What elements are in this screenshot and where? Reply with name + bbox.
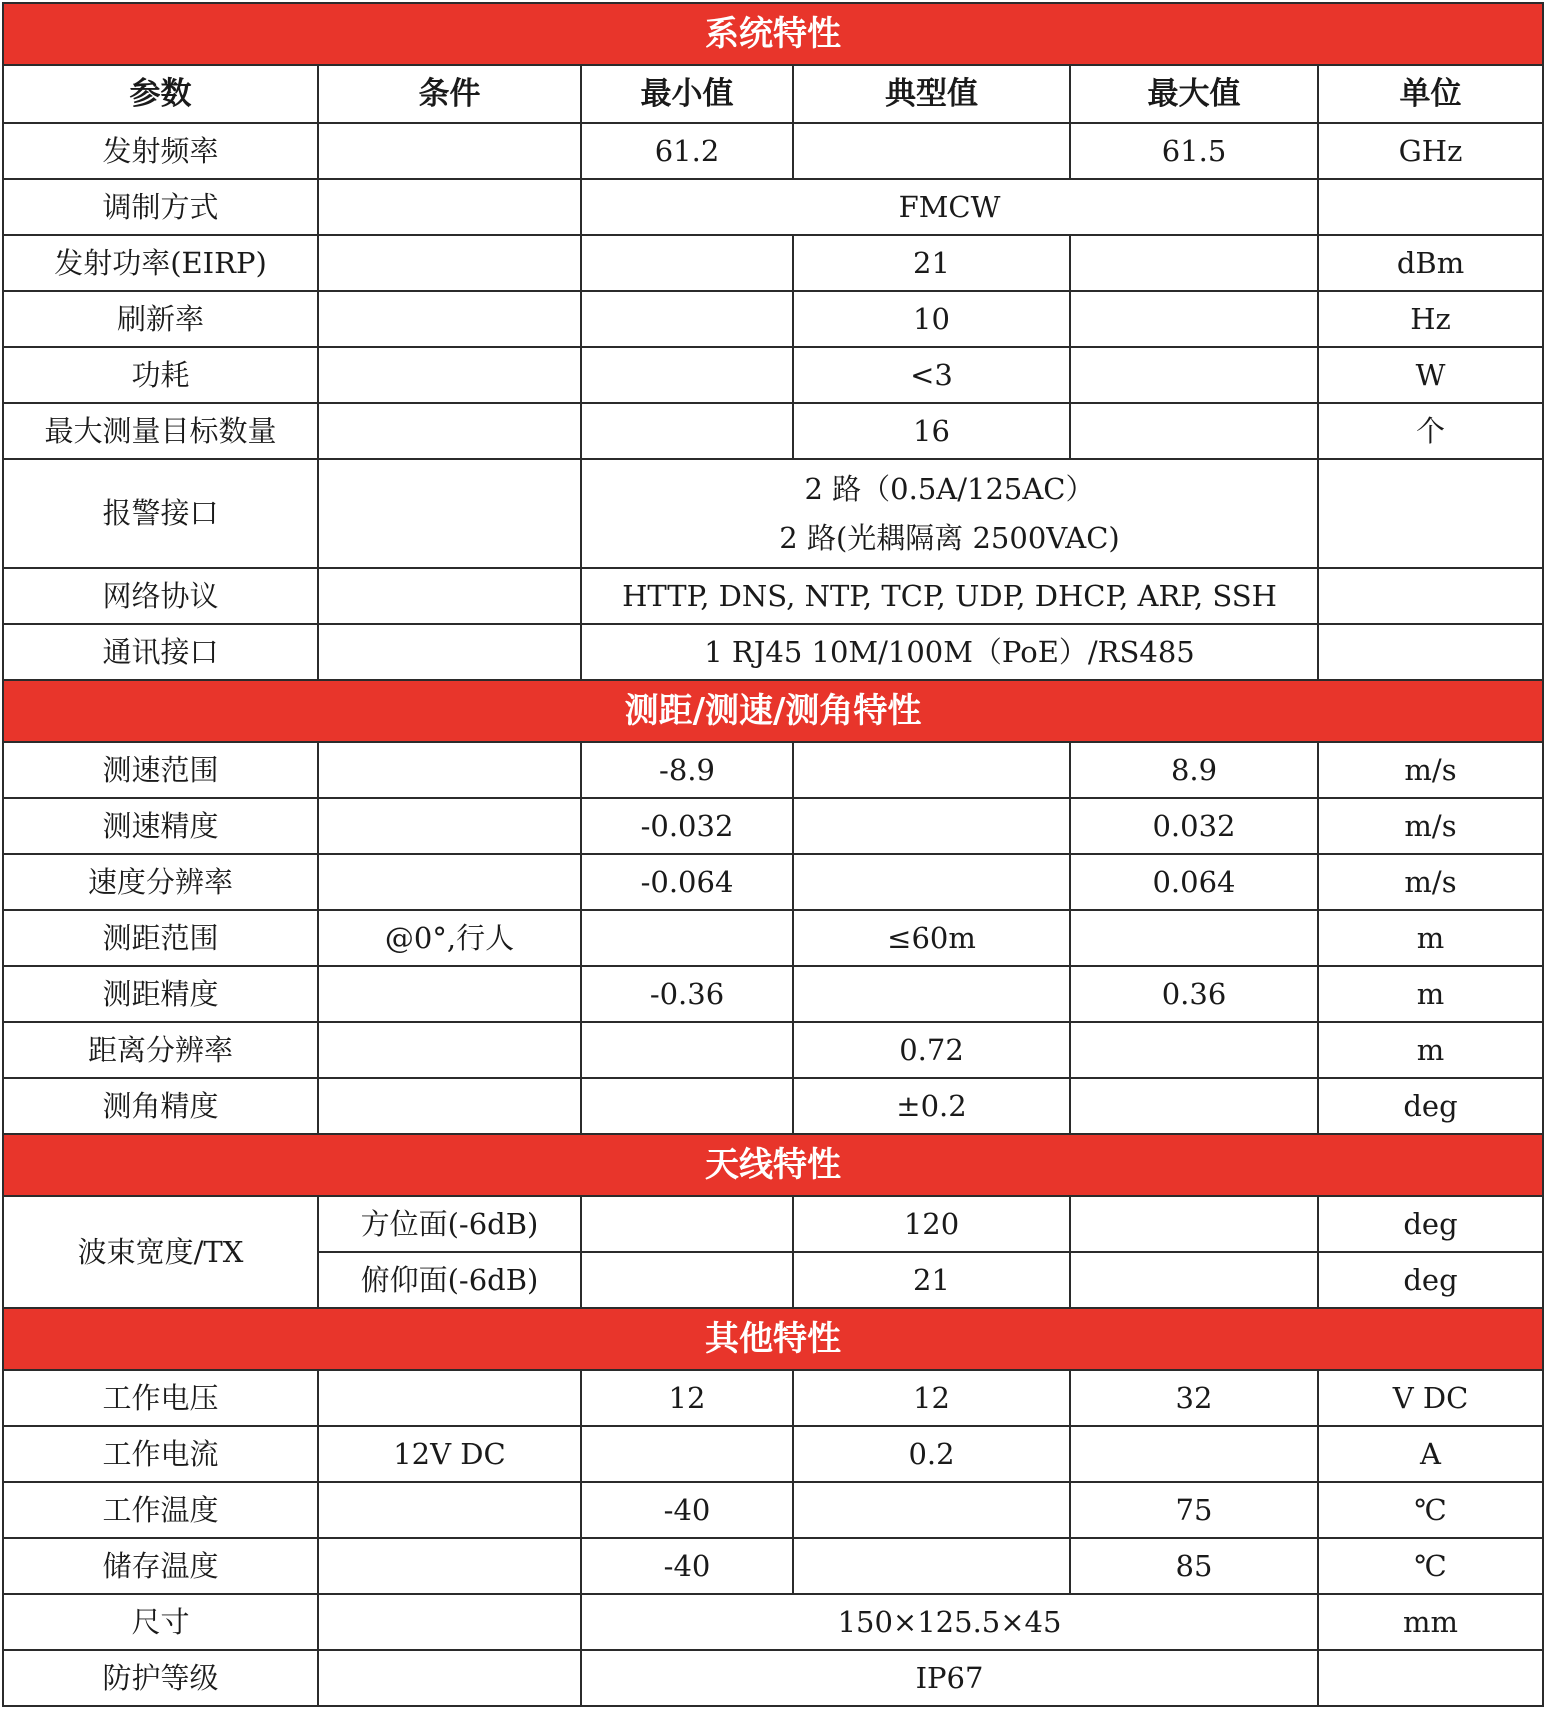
param-name: 距离分辨率 <box>3 1022 318 1078</box>
param-value: FMCW <box>581 179 1318 235</box>
param-name: 储存温度 <box>3 1538 318 1594</box>
param-typ <box>793 1482 1070 1538</box>
param-name: 测速精度 <box>3 798 318 854</box>
param-min: -0.36 <box>581 966 793 1022</box>
table-row <box>3 291 1543 347</box>
param-min: 12 <box>581 1370 793 1426</box>
col-header-max: 最大值 <box>1070 65 1318 123</box>
param-name: 网络协议 <box>3 568 318 624</box>
param-unit: m <box>1318 1022 1543 1078</box>
param-max <box>1070 403 1318 459</box>
param-name: 调制方式 <box>3 179 318 235</box>
param-min <box>581 1078 793 1134</box>
param-name: 波束宽度/TX <box>3 1196 318 1308</box>
alarm-line-1: 2 路（0.5A/125AC） <box>804 472 1095 507</box>
param-min: -8.9 <box>581 742 793 798</box>
param-min <box>581 291 793 347</box>
param-min <box>581 1426 793 1482</box>
table-row <box>3 624 1543 680</box>
param-max: 0.36 <box>1070 966 1318 1022</box>
param-unit: Hz <box>1318 291 1543 347</box>
table-row <box>3 910 1543 966</box>
param-min: -40 <box>581 1538 793 1594</box>
table-row <box>3 1078 1543 1134</box>
param-min <box>581 1022 793 1078</box>
param-max <box>1070 1426 1318 1482</box>
table-row <box>3 1538 1543 1594</box>
param-name: 发射功率(EIRP) <box>3 235 318 291</box>
param-unit: deg <box>1318 1196 1543 1252</box>
param-unit: m/s <box>1318 854 1543 910</box>
param-min <box>581 910 793 966</box>
param-unit: W <box>1318 347 1543 403</box>
param-max: 61.5 <box>1070 123 1318 179</box>
param-condition <box>318 403 581 459</box>
param-name: 防护等级 <box>3 1650 318 1706</box>
param-unit: GHz <box>1318 123 1543 179</box>
table-row <box>3 123 1543 179</box>
alarm-line-2: 2 路(光耦隔离 2500VAC) <box>779 520 1120 555</box>
param-typ: 12 <box>793 1370 1070 1426</box>
param-name: 通讯接口 <box>3 624 318 680</box>
param-condition <box>318 854 581 910</box>
param-condition <box>318 1538 581 1594</box>
param-condition: 俯仰面(-6dB) <box>318 1252 581 1308</box>
col-header-condition: 条件 <box>318 65 581 123</box>
param-typ: 0.2 <box>793 1426 1070 1482</box>
param-condition <box>318 1370 581 1426</box>
param-unit <box>1318 624 1543 680</box>
param-typ <box>793 854 1070 910</box>
section-header-system <box>3 3 1543 65</box>
param-name: 测距精度 <box>3 966 318 1022</box>
param-min: -40 <box>581 1482 793 1538</box>
param-unit: deg <box>1318 1252 1543 1308</box>
param-unit: m/s <box>1318 742 1543 798</box>
param-condition <box>318 798 581 854</box>
param-condition <box>318 179 581 235</box>
section-header-other <box>3 1308 1543 1370</box>
param-typ <box>793 1538 1070 1594</box>
param-unit <box>1318 459 1543 568</box>
param-condition: 方位面(-6dB) <box>318 1196 581 1252</box>
param-max <box>1070 1252 1318 1308</box>
param-unit: A <box>1318 1426 1543 1482</box>
param-max <box>1070 1078 1318 1134</box>
param-unit: ℃ <box>1318 1482 1543 1538</box>
table-row <box>3 1022 1543 1078</box>
param-unit: m <box>1318 910 1543 966</box>
param-condition <box>318 568 581 624</box>
section-title: 其他特性 <box>3 1308 1543 1370</box>
param-typ <box>793 123 1070 179</box>
param-condition <box>318 1078 581 1134</box>
param-min <box>581 235 793 291</box>
param-max: 85 <box>1070 1538 1318 1594</box>
param-max: 0.064 <box>1070 854 1318 910</box>
table-row <box>3 742 1543 798</box>
param-typ: ≤60m <box>793 910 1070 966</box>
param-condition <box>318 1482 581 1538</box>
param-min: 61.2 <box>581 123 793 179</box>
table-row <box>3 966 1543 1022</box>
table-row <box>3 1650 1543 1706</box>
spec-table <box>2 2 1544 1707</box>
param-unit: ℃ <box>1318 1538 1543 1594</box>
param-condition <box>318 235 581 291</box>
param-min: -0.064 <box>581 854 793 910</box>
section-title: 测距/测速/测角特性 <box>3 680 1543 742</box>
param-max <box>1070 347 1318 403</box>
param-unit: 个 <box>1318 403 1543 459</box>
col-header-unit: 单位 <box>1318 65 1543 123</box>
param-name: 刷新率 <box>3 291 318 347</box>
param-value: 150×125.5×45 <box>581 1594 1318 1650</box>
param-condition <box>318 347 581 403</box>
table-row <box>3 459 1543 568</box>
table-row <box>3 568 1543 624</box>
table-row <box>3 403 1543 459</box>
col-header-param: 参数 <box>3 65 318 123</box>
table-row <box>3 1482 1543 1538</box>
param-condition <box>318 291 581 347</box>
param-max: 8.9 <box>1070 742 1318 798</box>
param-max <box>1070 910 1318 966</box>
param-condition <box>318 123 581 179</box>
col-header-typ: 典型值 <box>793 65 1070 123</box>
param-name: 工作电流 <box>3 1426 318 1482</box>
param-typ <box>793 742 1070 798</box>
param-typ: <3 <box>793 347 1070 403</box>
param-unit: V DC <box>1318 1370 1543 1426</box>
param-max: 32 <box>1070 1370 1318 1426</box>
table-row <box>3 1370 1543 1426</box>
param-typ: ±0.2 <box>793 1078 1070 1134</box>
table-row <box>3 235 1543 291</box>
param-max <box>1070 1022 1318 1078</box>
param-condition <box>318 624 581 680</box>
param-condition: @0°,行人 <box>318 910 581 966</box>
param-value <box>581 459 1318 568</box>
param-min <box>581 1196 793 1252</box>
param-unit: m <box>1318 966 1543 1022</box>
param-typ: 21 <box>793 1252 1070 1308</box>
section-header-antenna <box>3 1134 1543 1196</box>
param-min <box>581 347 793 403</box>
table-row <box>3 1426 1543 1482</box>
param-name: 报警接口 <box>3 459 318 568</box>
param-typ: 120 <box>793 1196 1070 1252</box>
table-row <box>3 854 1543 910</box>
param-name: 测距范围 <box>3 910 318 966</box>
param-value: 1 RJ45 10M/100M（PoE）/RS485 <box>581 624 1318 680</box>
param-typ <box>793 798 1070 854</box>
param-condition <box>318 966 581 1022</box>
param-name: 最大测量目标数量 <box>3 403 318 459</box>
param-min: -0.032 <box>581 798 793 854</box>
param-typ: 10 <box>793 291 1070 347</box>
param-typ: 0.72 <box>793 1022 1070 1078</box>
param-condition: 12V DC <box>318 1426 581 1482</box>
section-header-ranging <box>3 680 1543 742</box>
param-name: 工作电压 <box>3 1370 318 1426</box>
param-unit: m/s <box>1318 798 1543 854</box>
table-row <box>3 347 1543 403</box>
param-value: IP67 <box>581 1650 1318 1706</box>
param-value: HTTP, DNS, NTP, TCP, UDP, DHCP, ARP, SSH <box>581 568 1318 624</box>
param-unit: mm <box>1318 1594 1543 1650</box>
param-unit <box>1318 568 1543 624</box>
param-condition <box>318 1650 581 1706</box>
param-condition <box>318 1594 581 1650</box>
section-title: 天线特性 <box>3 1134 1543 1196</box>
param-min <box>581 403 793 459</box>
table-row <box>3 1594 1543 1650</box>
param-max <box>1070 291 1318 347</box>
param-name: 工作温度 <box>3 1482 318 1538</box>
param-typ: 21 <box>793 235 1070 291</box>
param-max: 75 <box>1070 1482 1318 1538</box>
param-max: 0.032 <box>1070 798 1318 854</box>
param-name: 速度分辨率 <box>3 854 318 910</box>
param-max <box>1070 1196 1318 1252</box>
param-unit <box>1318 179 1543 235</box>
param-condition <box>318 459 581 568</box>
param-unit: deg <box>1318 1078 1543 1134</box>
param-unit <box>1318 1650 1543 1706</box>
param-max <box>1070 235 1318 291</box>
param-typ: 16 <box>793 403 1070 459</box>
table-row <box>3 179 1543 235</box>
param-name: 测速范围 <box>3 742 318 798</box>
param-typ <box>793 966 1070 1022</box>
param-unit: dBm <box>1318 235 1543 291</box>
table-row <box>3 1196 1543 1252</box>
param-min <box>581 1252 793 1308</box>
param-condition <box>318 742 581 798</box>
param-name: 尺寸 <box>3 1594 318 1650</box>
param-condition <box>318 1022 581 1078</box>
col-header-min: 最小值 <box>581 65 793 123</box>
param-name: 功耗 <box>3 347 318 403</box>
table-row <box>3 798 1543 854</box>
spec-sheet <box>2 2 1542 1708</box>
param-name: 测角精度 <box>3 1078 318 1134</box>
section-title: 系统特性 <box>3 3 1543 65</box>
column-header-row <box>3 65 1543 123</box>
param-name: 发射频率 <box>3 123 318 179</box>
